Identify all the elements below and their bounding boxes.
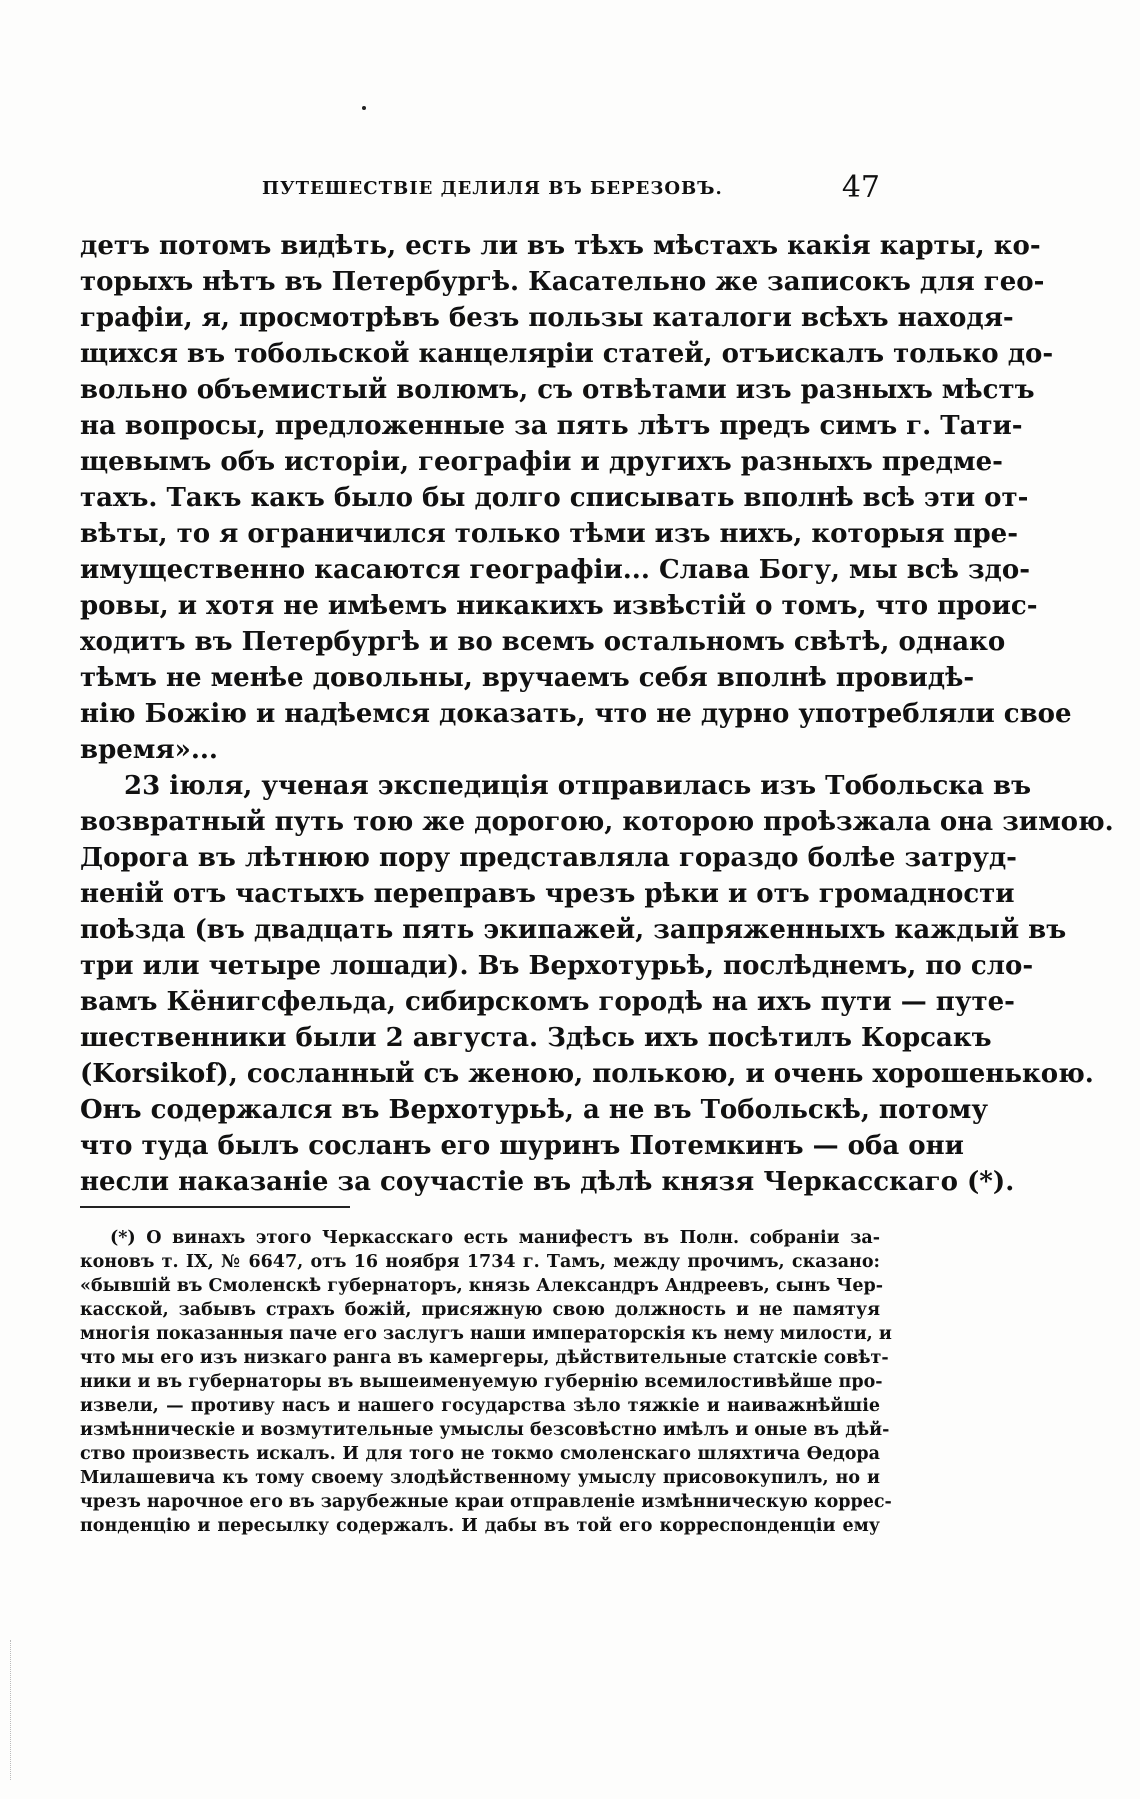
footnote-line: касской, забывъ страхъ божій, присяжную свою должность и не памятуя — [80, 1300, 880, 1320]
page-number: 47 — [841, 170, 880, 205]
text-line: на вопросы, предложенные за пять лѣтъ предъ симъ г. Тати- — [80, 411, 1023, 441]
text-line: щевымъ объ исторіи, географіи и другихъ разныхъ предме- — [80, 447, 1003, 477]
text-line: шественники были 2 августа. Здѣсь ихъ посѣтилъ Корсакъ — [80, 1023, 992, 1053]
footnote-line: чрезъ нарочное его въ зарубежные краи отправленіе измѣнническую коррес- — [80, 1492, 892, 1512]
footnote-line: что мы его изъ низкаго ранга въ камергеры, дѣйствительные статскіе совѣт- — [80, 1348, 889, 1368]
text-line: Онъ содержался въ Верхотурьѣ, а не въ Тобольскѣ, потому — [80, 1095, 988, 1125]
text-line: вамъ Кёнигсфельда, сибирскомъ городѣ на ихъ пути — путе- — [80, 987, 1015, 1017]
footnote-line: ники и въ губернаторы въ вышеименуемую губернію всемилостивѣйше про- — [80, 1372, 883, 1392]
text-line: тѣмъ не менѣе довольны, вручаемъ себя вполнѣ провидѣ- — [80, 663, 975, 693]
text-line: ходитъ въ Петербургѣ и во всемъ остальномъ свѣтѣ, однако — [80, 627, 1006, 657]
footnote-divider — [80, 1206, 350, 1208]
footnote-line: многія показанныя паче его заслугъ наши императорскія къ нему милости, и — [80, 1324, 892, 1344]
text-line: графіи, я, просмотрѣвъ безъ пользы каталоги всѣхъ находя- — [80, 303, 1014, 333]
paragraph-first-line: 23 іюля, ученая экспедиція отправилась изъ Тобольска въ — [124, 771, 1032, 801]
footnote-line: «бывшій въ Смоленскѣ губернаторъ, князь Александръ Андреевъ, сынъ Чер- — [80, 1276, 884, 1296]
footnote — [80, 1226, 892, 1538]
text-line: что туда былъ сосланъ его шуринъ Потемкинъ — оба они — [80, 1131, 964, 1161]
text-line: вѣты, то я ограничился только тѣми изъ нихъ, которыя пре- — [80, 519, 1019, 549]
footnote-line: коновъ т. IX, № 6647, отъ 16 ноября 1734 г. Тамъ, между прочимъ, сказано: — [80, 1252, 880, 1272]
text-line: три или четыре лошади). Въ Верхотурьѣ, послѣднемъ, по сло- — [80, 951, 1034, 981]
text-line: Дорога въ лѣтнюю пору представляла гораздо болѣе затруд- — [80, 843, 1017, 873]
scan-edge-mark — [10, 1640, 13, 1780]
text-line: имущественно касаются географіи... Слава Богу, мы всѣ здо- — [80, 555, 1031, 585]
text-line: поѣзда (въ двадцать пять экипажей, запряженныхъ каждый въ — [80, 915, 1067, 945]
text-line: торыхъ нѣтъ въ Петербургѣ. Касательно же записокъ для гео- — [80, 267, 1045, 297]
footnote-line: ство произвесть искалъ. И для того не токмо смоленскаго шляхтича Ѳедора — [80, 1444, 880, 1464]
text-line: (Korsikof), сосланный съ женою, полькою, и очень хорошенькою. — [80, 1059, 1094, 1089]
text-line: детъ потомъ видѣть, есть ли въ тѣхъ мѣстахъ какія карты, ко- — [80, 231, 1041, 261]
footnote-line: Милашевича къ тому своему злодѣйственному умыслу присовокупилъ, но и — [80, 1468, 880, 1488]
text-line: несли наказаніе за соучастіе въ дѣлѣ князя Черкасскаго (*). — [80, 1167, 1015, 1197]
footnote-line: измѣнническіе и возмутительные умыслы безсовѣстно имѣлъ и оные въ дѣй- — [80, 1420, 890, 1440]
running-title: ПУТЕШЕСТВІЕ ДЕЛИЛЯ ВЪ БЕРЕЗОВЪ. — [262, 178, 723, 199]
stray-dot — [362, 106, 366, 110]
text-line: неній отъ частыхъ переправъ чрезъ рѣки и отъ громадности — [80, 879, 1015, 909]
footnote-line: (*) О винахъ этого Черкасскаго есть манифестъ въ Полн. собраніи за- — [110, 1228, 880, 1248]
footnote-line: извели, — противу насъ и нашего государства зѣло тяжкіе и наиважнѣйшіе — [80, 1396, 880, 1416]
text-line: время»... — [80, 735, 218, 765]
text-line: вольно объемистый волюмъ, съ отвѣтами изъ разныхъ мѣстъ — [80, 375, 1035, 405]
text-line: щихся въ тобольской канцеляріи статей, отъискалъ только до- — [80, 339, 1054, 369]
text-line: тахъ. Такъ какъ было бы долго списывать вполнѣ всѣ эти от- — [80, 483, 1029, 513]
text-line: возвратный путь тою же дорогою, которою проѣзжала она зимою. — [80, 807, 1114, 837]
page-header — [80, 170, 880, 210]
main-text — [80, 228, 1114, 1200]
footnote-line: понденцію и пересылку содержалъ. И дабы въ той его корреспонденціи ему — [80, 1516, 880, 1536]
text-line: ровы, и хотя не имѣемъ никакихъ извѣстій о томъ, что проис- — [80, 591, 1038, 621]
text-line: нію Божію и надѣемся доказать, что не дурно употребляли свое — [80, 699, 1072, 729]
